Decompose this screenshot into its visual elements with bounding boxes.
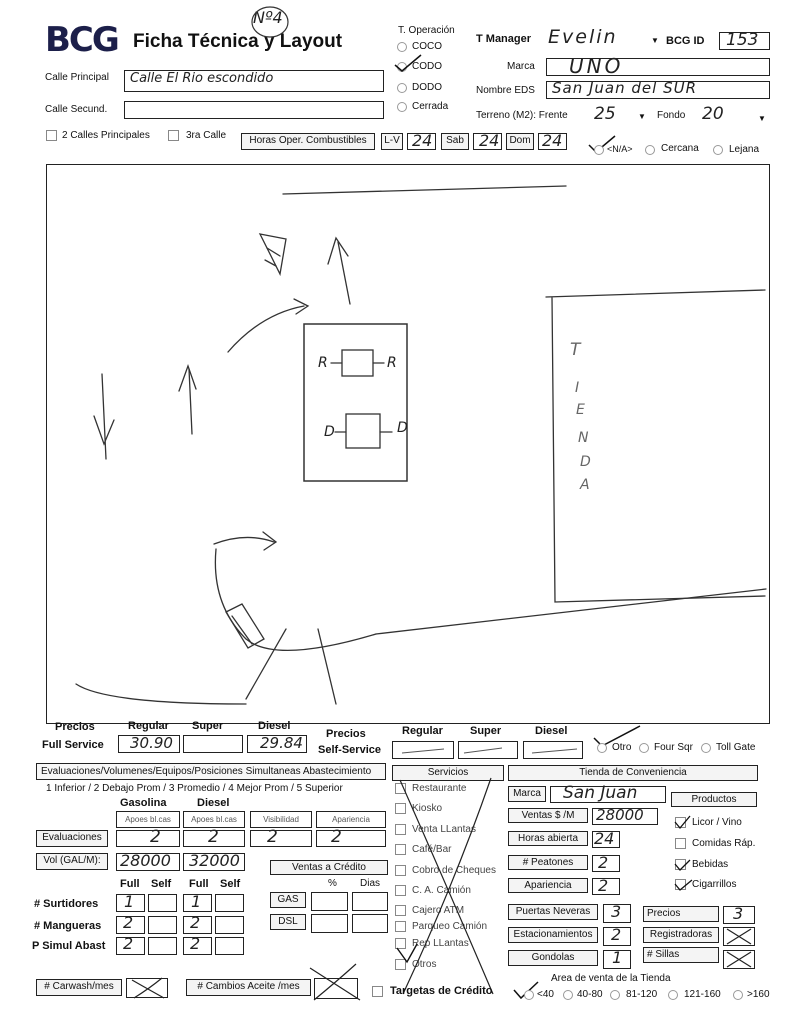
eval-col-header: Apoes bl.cas xyxy=(116,811,180,828)
producto-label: Cigarrillos xyxy=(692,879,737,890)
cross-out-icon xyxy=(306,962,366,1002)
check-marks xyxy=(672,810,712,890)
sab-value: 24 xyxy=(479,131,500,150)
servicio-label: Cobro de Cheques xyxy=(412,865,496,876)
eval-col-header: Visibilidad xyxy=(250,811,312,828)
pct-label: % xyxy=(328,878,337,889)
fondo-label: Fondo xyxy=(657,110,686,121)
check-mark-icon xyxy=(393,53,423,73)
calle-principal-value: Calle El Rio escondido xyxy=(130,71,274,86)
distance-radio-lejana[interactable] xyxy=(713,145,723,155)
servicio-label: Kiosko xyxy=(412,803,443,814)
operacion-radio-cerrada[interactable] xyxy=(397,102,407,112)
mangueras-label: # Mangueras xyxy=(34,920,102,932)
area-radio[interactable] xyxy=(563,990,573,1000)
tienda-marca-value: San Juan xyxy=(563,783,638,803)
tienda-letter: E xyxy=(576,402,585,418)
full-service-label: Full Service xyxy=(42,739,104,751)
mangueras-self-g-field[interactable] xyxy=(148,916,177,934)
horas-abierta-value: 24 xyxy=(594,829,615,848)
puertas-label: Puertas Neveras xyxy=(508,904,598,920)
full-label: Full xyxy=(120,878,140,890)
gas-dias-field[interactable] xyxy=(352,892,388,911)
t-manager-dropdown-icon[interactable]: ▼ xyxy=(651,36,659,45)
full-super-field[interactable] xyxy=(183,735,243,753)
handwritten-number: Nº4 xyxy=(253,8,283,27)
area-option-label: <40 xyxy=(537,989,554,1000)
full-label: Full xyxy=(189,878,209,890)
t-operacion-label: T. Operación xyxy=(398,25,455,36)
gas-pct-field[interactable] xyxy=(311,892,348,911)
t-manager-label: T Manager xyxy=(476,33,532,45)
lv-button[interactable]: L-V xyxy=(381,133,403,150)
eval-field[interactable] xyxy=(116,830,180,847)
nombre-eds-label: Nombre EDS xyxy=(476,85,535,96)
distance-label-lejana: Lejana xyxy=(729,144,760,155)
tienda-letter: D xyxy=(580,454,591,470)
surtidores-full-d-value: 1 xyxy=(191,892,202,911)
dos-calles-label: 2 Calles Principales xyxy=(62,130,150,141)
surtidores-self-g-field[interactable] xyxy=(148,894,177,912)
calle-principal-label: Calle Principal xyxy=(45,72,109,83)
mangueras-full-d-value: 2 xyxy=(190,913,201,932)
self-regular-label: Regular xyxy=(402,725,443,737)
evaluaciones-header: Evaluaciones/Volumenes/Equipos/Posiciones Simultaneas Abastecimiento xyxy=(36,763,386,780)
operacion-radio-dodo[interactable] xyxy=(397,83,407,93)
format-radio-four-sqr[interactable] xyxy=(639,743,649,753)
tarjetas-label: Targetas de Crédito xyxy=(390,985,493,997)
simul-label: P Simul Abast xyxy=(32,940,106,952)
format-label-otro: Otro xyxy=(612,742,632,753)
area-radio[interactable] xyxy=(733,990,743,1000)
registradoras-label: Registradoras xyxy=(643,927,719,943)
dom-value: 24 xyxy=(542,131,563,150)
operacion-label-coco: COCO xyxy=(412,41,442,52)
diesel-label: Diesel xyxy=(258,720,291,732)
dsl-dias-field[interactable] xyxy=(352,914,388,933)
area-option-label: 81-120 xyxy=(626,989,658,1000)
area-radio[interactable] xyxy=(668,990,678,1000)
estacionamientos-value: 2 xyxy=(611,925,622,944)
bcg-id-value: 153 xyxy=(726,30,759,50)
evaluaciones-scale: 1 Inferior / 2 Debajo Prom / 3 Promedio / 4 Mejor Prom / 5 Superior xyxy=(46,783,343,794)
servicio-label: Cajero ATM xyxy=(412,905,465,916)
cambios-aceite-label: # Cambios Aceite /mes xyxy=(186,979,311,996)
servicio-label: Venta LLantas xyxy=(412,824,476,835)
tercera-calle-label: 3ra Calle xyxy=(186,130,227,141)
pump-b-right-label: D xyxy=(397,420,408,436)
tarjetas-checkbox[interactable] xyxy=(372,986,383,997)
precios-label: Precios xyxy=(55,721,95,733)
cross-out-icon xyxy=(723,927,755,946)
precios-tienda-label: Precios xyxy=(643,906,719,922)
fondo-value[interactable]: 20 xyxy=(702,104,724,124)
full-regular-value: 30.90 xyxy=(130,734,173,752)
cross-out-icon xyxy=(126,976,170,1000)
gondolas-label: Gondolas xyxy=(508,950,598,966)
eval-col-header: Apariencia xyxy=(316,811,386,828)
horas-abierta-label: Horas abierta xyxy=(508,831,588,846)
horas-oper-button[interactable]: Horas Oper. Combustibles xyxy=(241,133,375,150)
surtidores-full-g-value: 1 xyxy=(124,892,135,911)
eval-value: 2 xyxy=(150,827,161,847)
format-radio-otro[interactable] xyxy=(597,743,607,753)
producto-label: Bebidas xyxy=(692,859,729,870)
tercera-calle-checkbox[interactable] xyxy=(168,130,179,141)
eval-col-header: Apoes bl.cas xyxy=(183,811,245,828)
circle-mark-icon xyxy=(250,4,290,40)
operacion-label-codo: CODO xyxy=(412,61,442,72)
puertas-value: 3 xyxy=(611,902,622,921)
vol-label: Vol (GAL/M): xyxy=(36,853,108,870)
operacion-label-dodo: DODO xyxy=(412,82,442,93)
simul-self-d-field[interactable] xyxy=(215,937,244,955)
evaluaciones-row-label: Evaluaciones xyxy=(36,830,108,847)
distance-radio-na[interactable] xyxy=(594,145,604,155)
full-diesel-value: 29.84 xyxy=(260,734,303,752)
self-super-label: Super xyxy=(470,725,502,737)
format-label-toll-gate: Toll Gate xyxy=(716,742,756,753)
servicio-label: Otros xyxy=(412,959,437,970)
ventas-credito-button[interactable]: Ventas a Crédito xyxy=(270,860,388,875)
mangueras-self-d-field[interactable] xyxy=(215,916,244,934)
nombre-eds-value: San Juan del SUR xyxy=(552,79,697,97)
pump-a-left-label: R xyxy=(318,355,328,371)
tienda-marca-label: Marca xyxy=(508,786,546,802)
t-manager-value[interactable]: Evelin xyxy=(548,26,618,48)
strike-lines xyxy=(392,741,592,761)
area-option-label: 121-160 xyxy=(684,989,721,1000)
self-diesel-label: Diesel xyxy=(535,725,568,737)
marca-label: Marca xyxy=(507,61,535,72)
peatones-label: # Peatones xyxy=(508,855,588,870)
distance-label-na: <N/A> xyxy=(607,144,633,154)
regular-label: Regular xyxy=(128,720,169,732)
super-label: Super xyxy=(192,720,224,732)
tienda-letter: A xyxy=(580,477,590,493)
eval-value: 2 xyxy=(208,827,219,847)
estacionamientos-label: Estacionamientos xyxy=(508,927,598,943)
apariencia-value: 2 xyxy=(598,876,609,895)
format-radio-toll-gate[interactable] xyxy=(701,743,711,753)
terreno-label: Terreno (M2): Frente xyxy=(476,110,568,121)
marca-value: UNO xyxy=(569,54,624,78)
bcg-logo: BCG xyxy=(45,20,118,60)
dias-label: Dias xyxy=(360,878,381,889)
gasolina-label: Gasolina xyxy=(120,797,167,809)
self-precios-label: Precios xyxy=(326,728,366,740)
bcg-id-label: BCG ID xyxy=(666,35,705,47)
eval-field[interactable] xyxy=(250,830,312,847)
tienda-letter: N xyxy=(578,430,589,446)
diesel-eval-label: Diesel xyxy=(197,797,230,809)
operacion-label-cerrada: Cerrada xyxy=(412,101,449,112)
gondolas-value: 1 xyxy=(612,948,623,967)
self-label: Self xyxy=(151,878,172,890)
servicio-label: Rep LLantas xyxy=(412,938,469,949)
eval-value: 2 xyxy=(331,827,342,847)
simul-full-d-value: 2 xyxy=(190,934,201,953)
peatones-value: 2 xyxy=(598,853,609,872)
lv-value: 24 xyxy=(412,131,433,150)
productos-header: Productos xyxy=(671,792,757,807)
frente-dropdown-icon[interactable]: ▼ xyxy=(638,112,646,121)
page-title: Ficha Técnica y Layout xyxy=(133,31,343,52)
precios-tienda-value: 3 xyxy=(733,904,744,923)
dos-calles-checkbox[interactable] xyxy=(46,130,57,141)
layout-sketch-drawing xyxy=(46,164,770,724)
dsl-label: DSL xyxy=(270,914,306,930)
area-radio[interactable] xyxy=(610,990,620,1000)
eval-field[interactable] xyxy=(316,830,386,847)
operacion-radio-coco[interactable] xyxy=(397,42,407,52)
sab-button[interactable]: Sab xyxy=(441,133,469,150)
calle-secund-field[interactable] xyxy=(124,101,384,119)
ventas-value: 28000 xyxy=(596,806,644,824)
apariencia-label: Apariencia xyxy=(508,878,588,893)
surtidores-self-d-field[interactable] xyxy=(215,894,244,912)
servicio-label: Restaurante xyxy=(412,783,467,794)
ventas-label: Ventas $ /M xyxy=(508,808,588,823)
surtidores-label: # Surtidores xyxy=(34,898,99,910)
servicio-label: Café/Bar xyxy=(412,844,452,855)
format-label-four-sqr: Four Sqr xyxy=(654,742,693,753)
servicio-label: C. A. Camión xyxy=(412,885,471,896)
carwash-label: # Carwash/mes xyxy=(36,979,122,996)
producto-label: Comidas Ráp. xyxy=(692,838,756,849)
cross-out-icon xyxy=(395,772,505,1002)
self-service-label: Self-Service xyxy=(318,744,381,756)
distance-radio-cercana[interactable] xyxy=(645,145,655,155)
mangueras-full-g-value: 2 xyxy=(123,913,134,932)
pump-b-left-label: D xyxy=(324,424,335,440)
vol-gasolina-value: 28000 xyxy=(120,851,171,870)
pump-a-right-label: R xyxy=(387,355,397,371)
tienda-letter: T xyxy=(570,340,581,360)
fondo-dropdown-icon[interactable]: ▼ xyxy=(758,114,766,123)
frente-value[interactable]: 25 xyxy=(594,104,616,124)
servicio-label: Parqueo Camión xyxy=(412,921,488,932)
self-label: Self xyxy=(220,878,241,890)
tienda-header: Tienda de Conveniencia xyxy=(508,765,758,781)
area-option-label: >160 xyxy=(747,989,770,1000)
simul-self-g-field[interactable] xyxy=(148,937,177,955)
sillas-label: # Sillas xyxy=(643,947,719,963)
tienda-letter: I xyxy=(575,380,580,396)
producto-label: Licor / Vino xyxy=(692,817,742,828)
vol-diesel-value: 32000 xyxy=(189,851,240,870)
dsl-pct-field[interactable] xyxy=(311,914,348,933)
calle-secund-label: Calle Secund. xyxy=(45,104,108,115)
distance-label-cercana: Cercana xyxy=(661,143,699,154)
area-radio[interactable] xyxy=(524,990,534,1000)
gas-label: GAS xyxy=(270,892,306,908)
area-venta-label: Area de venta de la Tienda xyxy=(551,973,671,984)
area-option-label: 40-80 xyxy=(577,989,603,1000)
simul-full-g-value: 2 xyxy=(123,934,134,953)
dom-button[interactable]: Dom xyxy=(506,133,534,150)
eval-value: 2 xyxy=(267,827,278,847)
servicios-header: Servicios xyxy=(392,765,504,781)
cross-out-icon xyxy=(723,950,755,969)
